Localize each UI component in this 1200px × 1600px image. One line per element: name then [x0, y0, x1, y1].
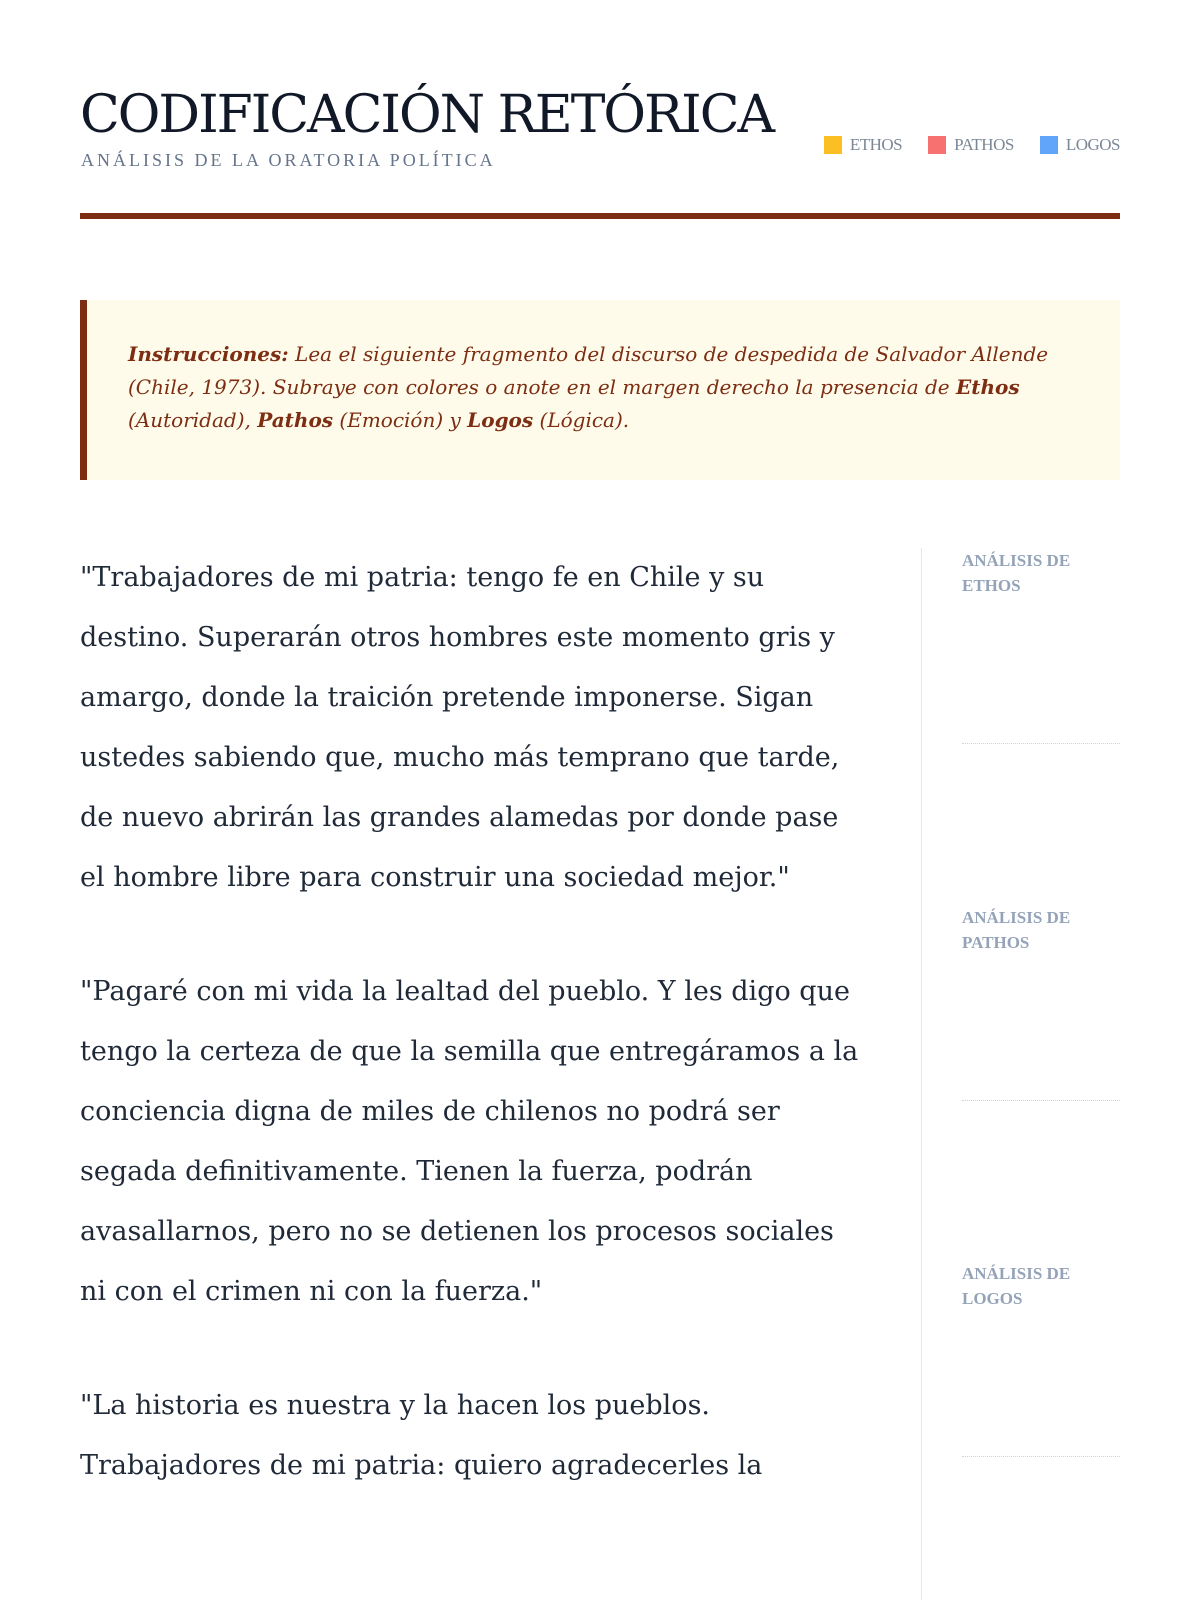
- instructions-pathos-note: (Emoción) y: [333, 408, 468, 432]
- speech-text: [80, 548, 860, 1550]
- instructions-lead: Instrucciones:: [128, 342, 289, 366]
- header: [80, 80, 1120, 180]
- analysis-ethos: [962, 548, 1120, 598]
- legend-item-pathos: [928, 135, 1014, 155]
- header-divider: [80, 213, 1120, 219]
- analysis-logos: [962, 1261, 1120, 1311]
- analysis-pathos-label: ANÁLISIS DE PATHOS: [962, 908, 1071, 952]
- instructions-pathos: Pathos: [257, 408, 334, 432]
- legend-item-ethos: [824, 135, 902, 155]
- analysis-logos-line[interactable]: [962, 1456, 1120, 1457]
- instructions-text: [128, 338, 1073, 437]
- analysis-pathos: [962, 905, 1120, 955]
- instructions-ethos: Ethos: [956, 375, 1020, 399]
- instructions-body: Lea el siguiente fragmento del discurso de despedida de Salvador Allende (Chile, 1973). Subraye con colores o anote en el margen derecho la presencia de: [128, 342, 1049, 399]
- legend-swatch-logos: [1040, 136, 1058, 154]
- legend: [798, 135, 1120, 155]
- legend-label-ethos: ETHOS: [849, 135, 903, 154]
- instructions-logos-note: (Lógica).: [533, 408, 630, 432]
- instructions-ethos-note: (Autoridad),: [128, 408, 258, 432]
- margin-divider: [921, 548, 922, 1600]
- worksheet-page: [80, 0, 1120, 1600]
- page-title: CODIFICACIÓN RETÓRICA: [80, 85, 774, 145]
- instructions-box: [80, 300, 1120, 480]
- speech-paragraph: "Trabajadores de mi patria: tengo fe en Chile y su destino. Superarán otros hombres este momento gris y amargo, donde la traición pretende imponerse. Sigan ustedes sabiendo que, mucho más temprano que tarde, de nuevo abrirán las grandes alamedas por donde pase el hombre libre para construir una sociedad mejor.": [80, 562, 840, 893]
- analysis-ethos-line[interactable]: [962, 743, 1120, 744]
- legend-swatch-ethos: [824, 136, 842, 154]
- legend-label-logos: LOGOS: [1065, 135, 1120, 154]
- analysis-logos-label: ANÁLISIS DE LOGOS: [962, 1264, 1071, 1308]
- page-subtitle: ANÁLISIS DE LA ORATORIA POLÍTICA: [81, 150, 496, 170]
- speech-paragraph: "La historia es nuestra y la hacen los pueblos. Trabajadores de mi patria: quiero agradecerles la: [80, 1390, 763, 1481]
- legend-swatch-pathos: [928, 136, 946, 154]
- speech-paragraph: "Pagaré con mi vida la lealtad del pueblo. Y les digo que tengo la certeza de que la semilla que entregáramos a la conciencia digna de miles de chilenos no podrá ser segada definitivamente. Tienen la fuerza, podrán avasallarnos, pero no se detienen los procesos sociales ni con el crimen ni con la fuerza.": [80, 976, 859, 1307]
- analysis-ethos-label: ANÁLISIS DE ETHOS: [962, 551, 1071, 595]
- legend-item-logos: [1040, 135, 1120, 155]
- legend-label-pathos: PATHOS: [954, 135, 1014, 154]
- instructions-logos: Logos: [467, 408, 534, 432]
- analysis-pathos-line[interactable]: [962, 1100, 1120, 1101]
